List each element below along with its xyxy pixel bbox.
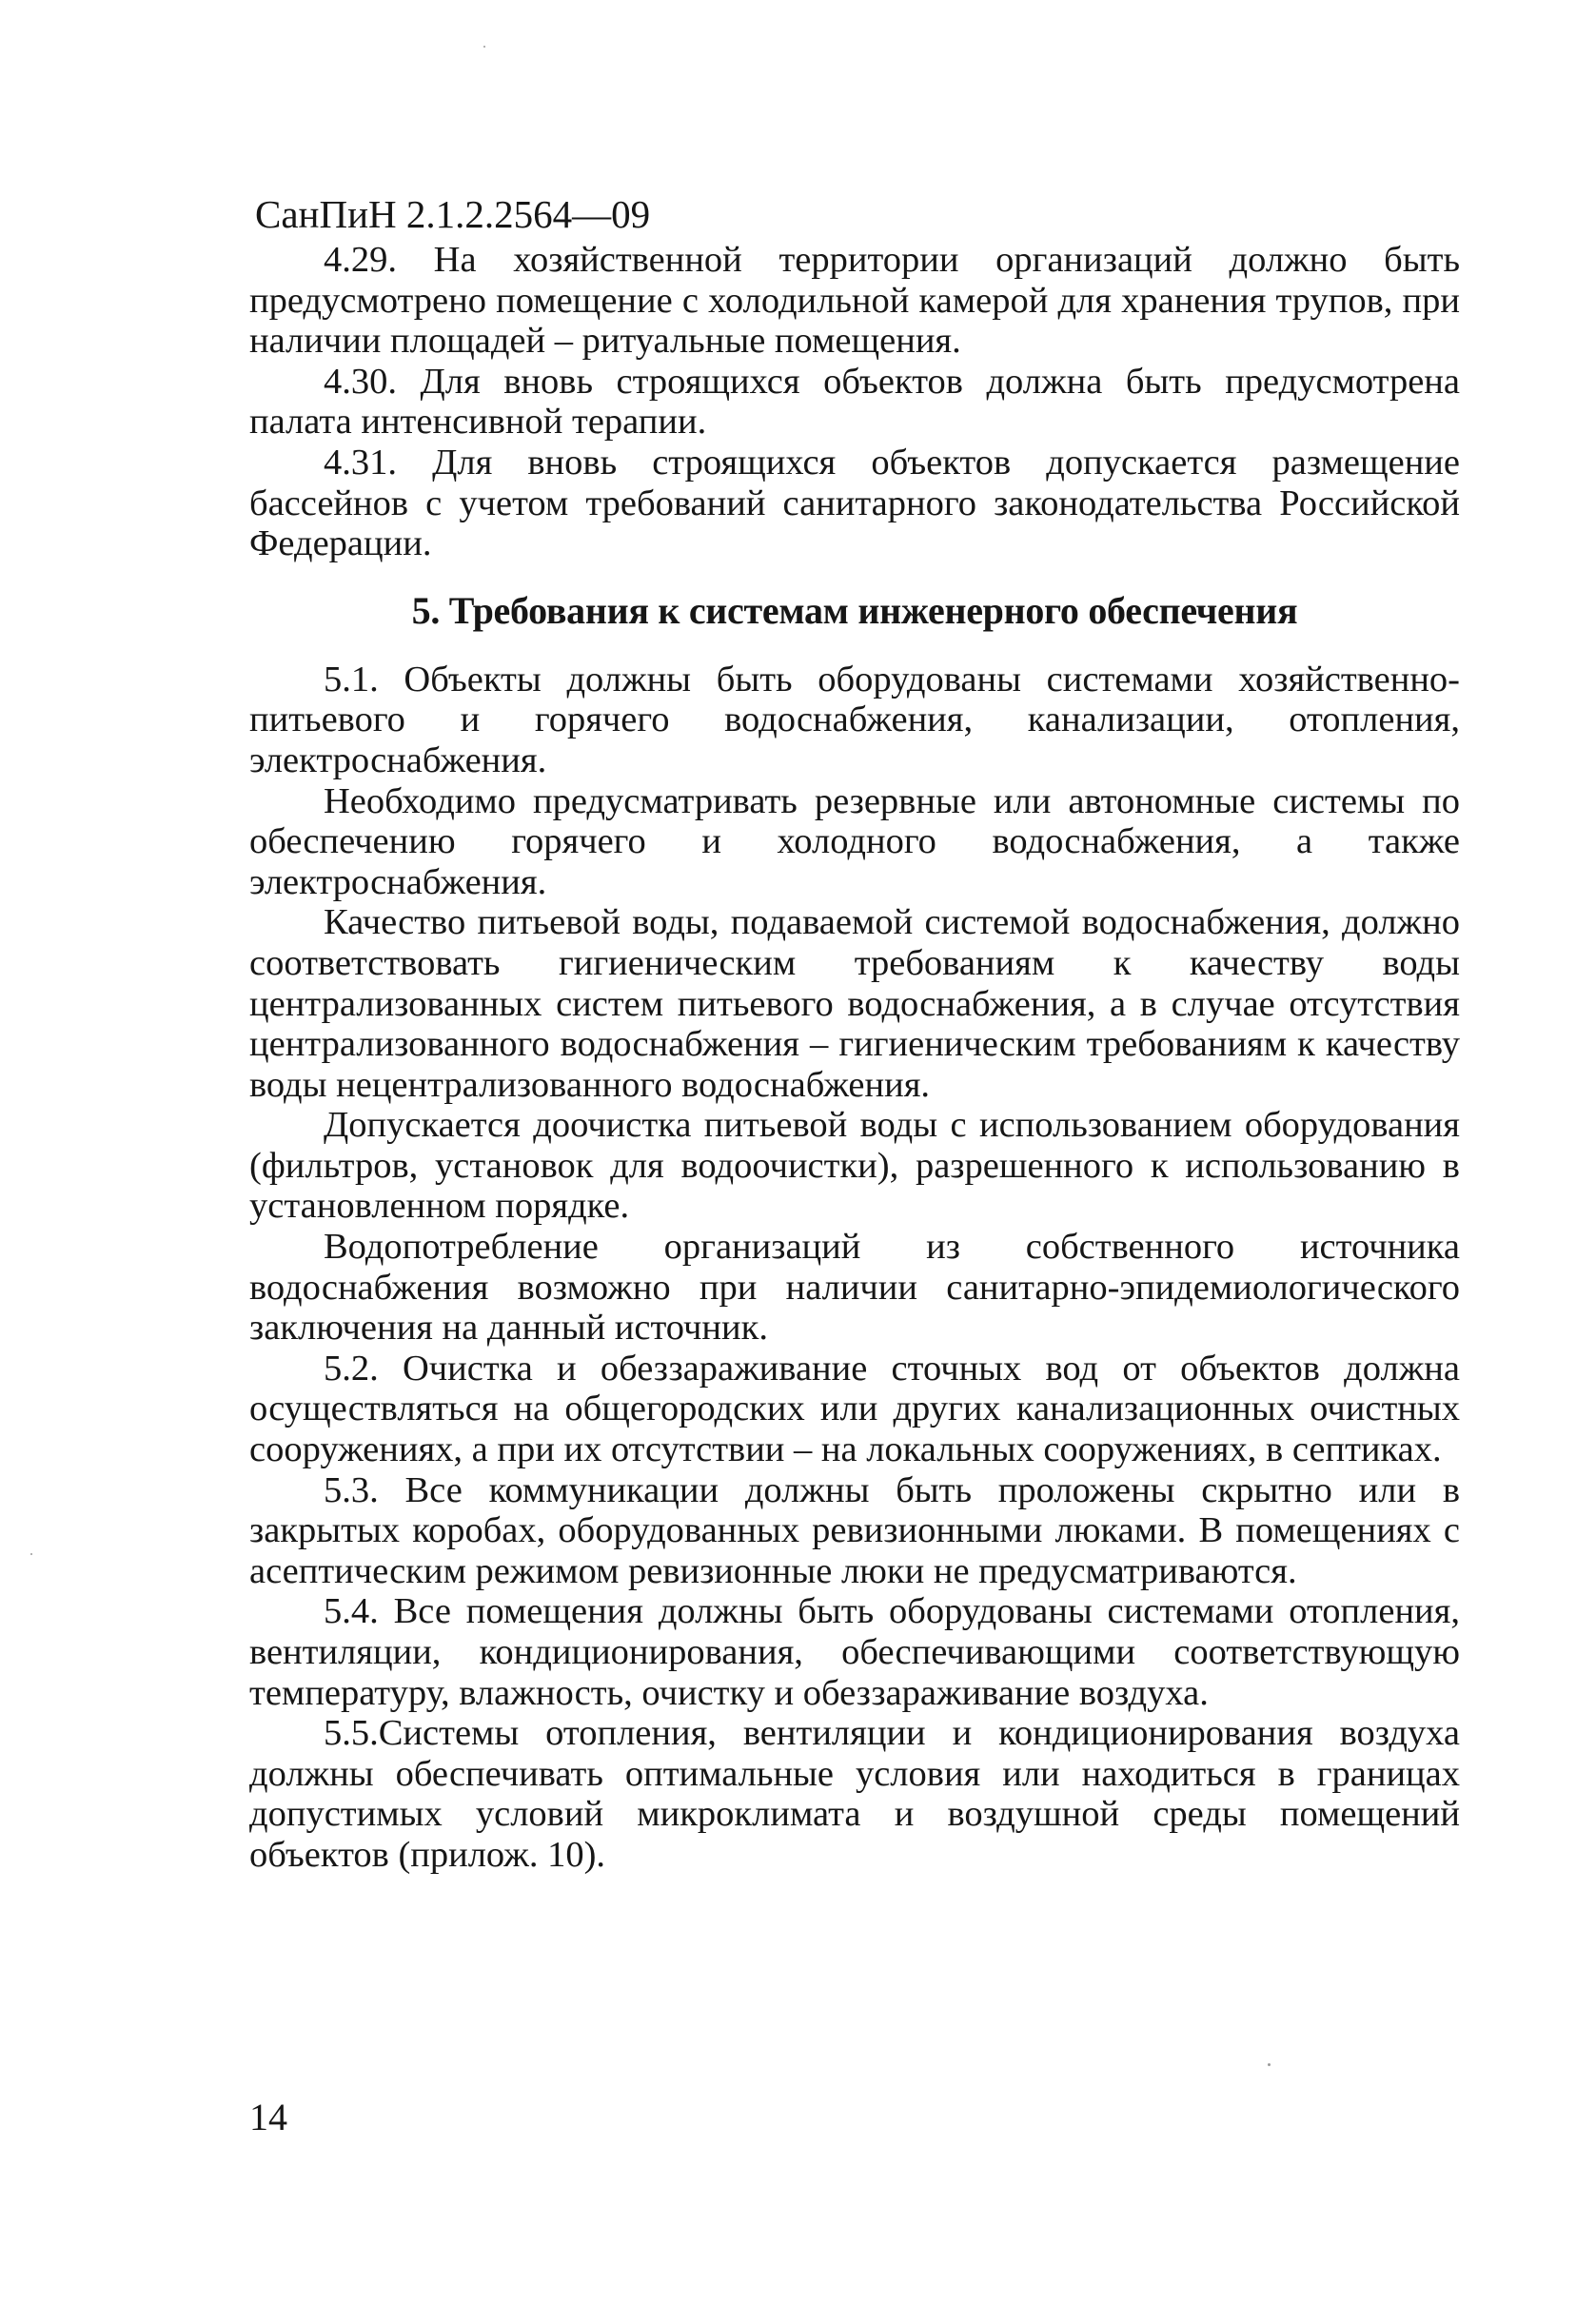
body-text [249,240,1460,1876]
paragraph-water-quality: Качество питьевой воды, подаваемой системой водоснабжения, должно соответствовать гигиеническим требованиям к качеству воды централизованных систем питьевого водоснабжения, а в случае отсутствия централизованного водоснабжения – гигиеническим требованиям к качеству воды нецентрализованного водоснабжения. [249,902,1460,1105]
section-heading: 5. Требования к системам инженерного обеспечения [411,588,1298,632]
paragraph-5-4: 5.4. Все помещения должны быть оборудованы системами отопления, вентиляции, кондиционирования, обеспечивающими соответствующую температуру, влажность, очистку и обеззараживание воздуха. [249,1591,1460,1713]
paragraph-5-2: 5.2. Очистка и обеззараживание сточных вод от объектов должна осуществляться на общегородских или других канализационных очистных сооружениях, а при их отсутствии – на локальных сооружениях, в септиках. [249,1348,1460,1470]
paragraph-water-consumption: Водопотребление организаций из собственного источника водоснабжения возможно при наличии санитарно-эпидемиологического заключения на данный источник. [249,1227,1460,1349]
running-header: СанПиН 2.1.2.2564—09 [255,192,651,236]
page-number: 14 [249,2096,287,2138]
paragraph-5-1: 5.1. Объекты должны быть оборудованы системами хозяйственно-питьевого и горячего водоснабжения, канализации, отопления, электроснабжения. [249,659,1460,780]
paragraph-reserve-systems: Необходимо предусматривать резервные или автономные системы по обеспечению горячего и холодного водоснабжения, а также электроснабжения. [249,780,1460,902]
paragraph-4-29: 4.29. На хозяйственной территории организаций должно быть предусмотрено помещение с холодильной камерой для хранения трупов, при наличии площадей – ритуальные помещения. [249,240,1460,362]
scan-speck [30,1553,32,1555]
paragraph-4-30: 4.30. Для вновь строящихся объектов должна быть предусмотрена палата интенсивной терапии. [249,361,1460,443]
paragraph-water-purification: Допускается доочистка питьевой воды с использованием оборудования (фильтров, установок для водоочистки), разрешенного к использованию в установленном порядке. [249,1105,1460,1227]
scan-speck [483,46,485,48]
paragraph-5-5: 5.5.Системы отопления, вентиляции и кондиционирования воздуха должны обеспечивать оптимальные условия или находиться в границах допустимых условий микроклимата и воздушной среды помещений объектов (прилож. 10). [249,1713,1460,1875]
paragraph-5-3: 5.3. Все коммуникации должны быть проложены скрытно или в закрытых коробах, оборудованных ревизионными люками. В помещениях с асептическим режимом ревизионные люки не предусматриваются. [249,1469,1460,1591]
paragraph-4-31: 4.31. Для вновь строящихся объектов допускается размещение бассейнов с учетом требований санитарного законодательства Российской Федерации. [249,442,1460,564]
scan-speck [1268,2063,1271,2066]
